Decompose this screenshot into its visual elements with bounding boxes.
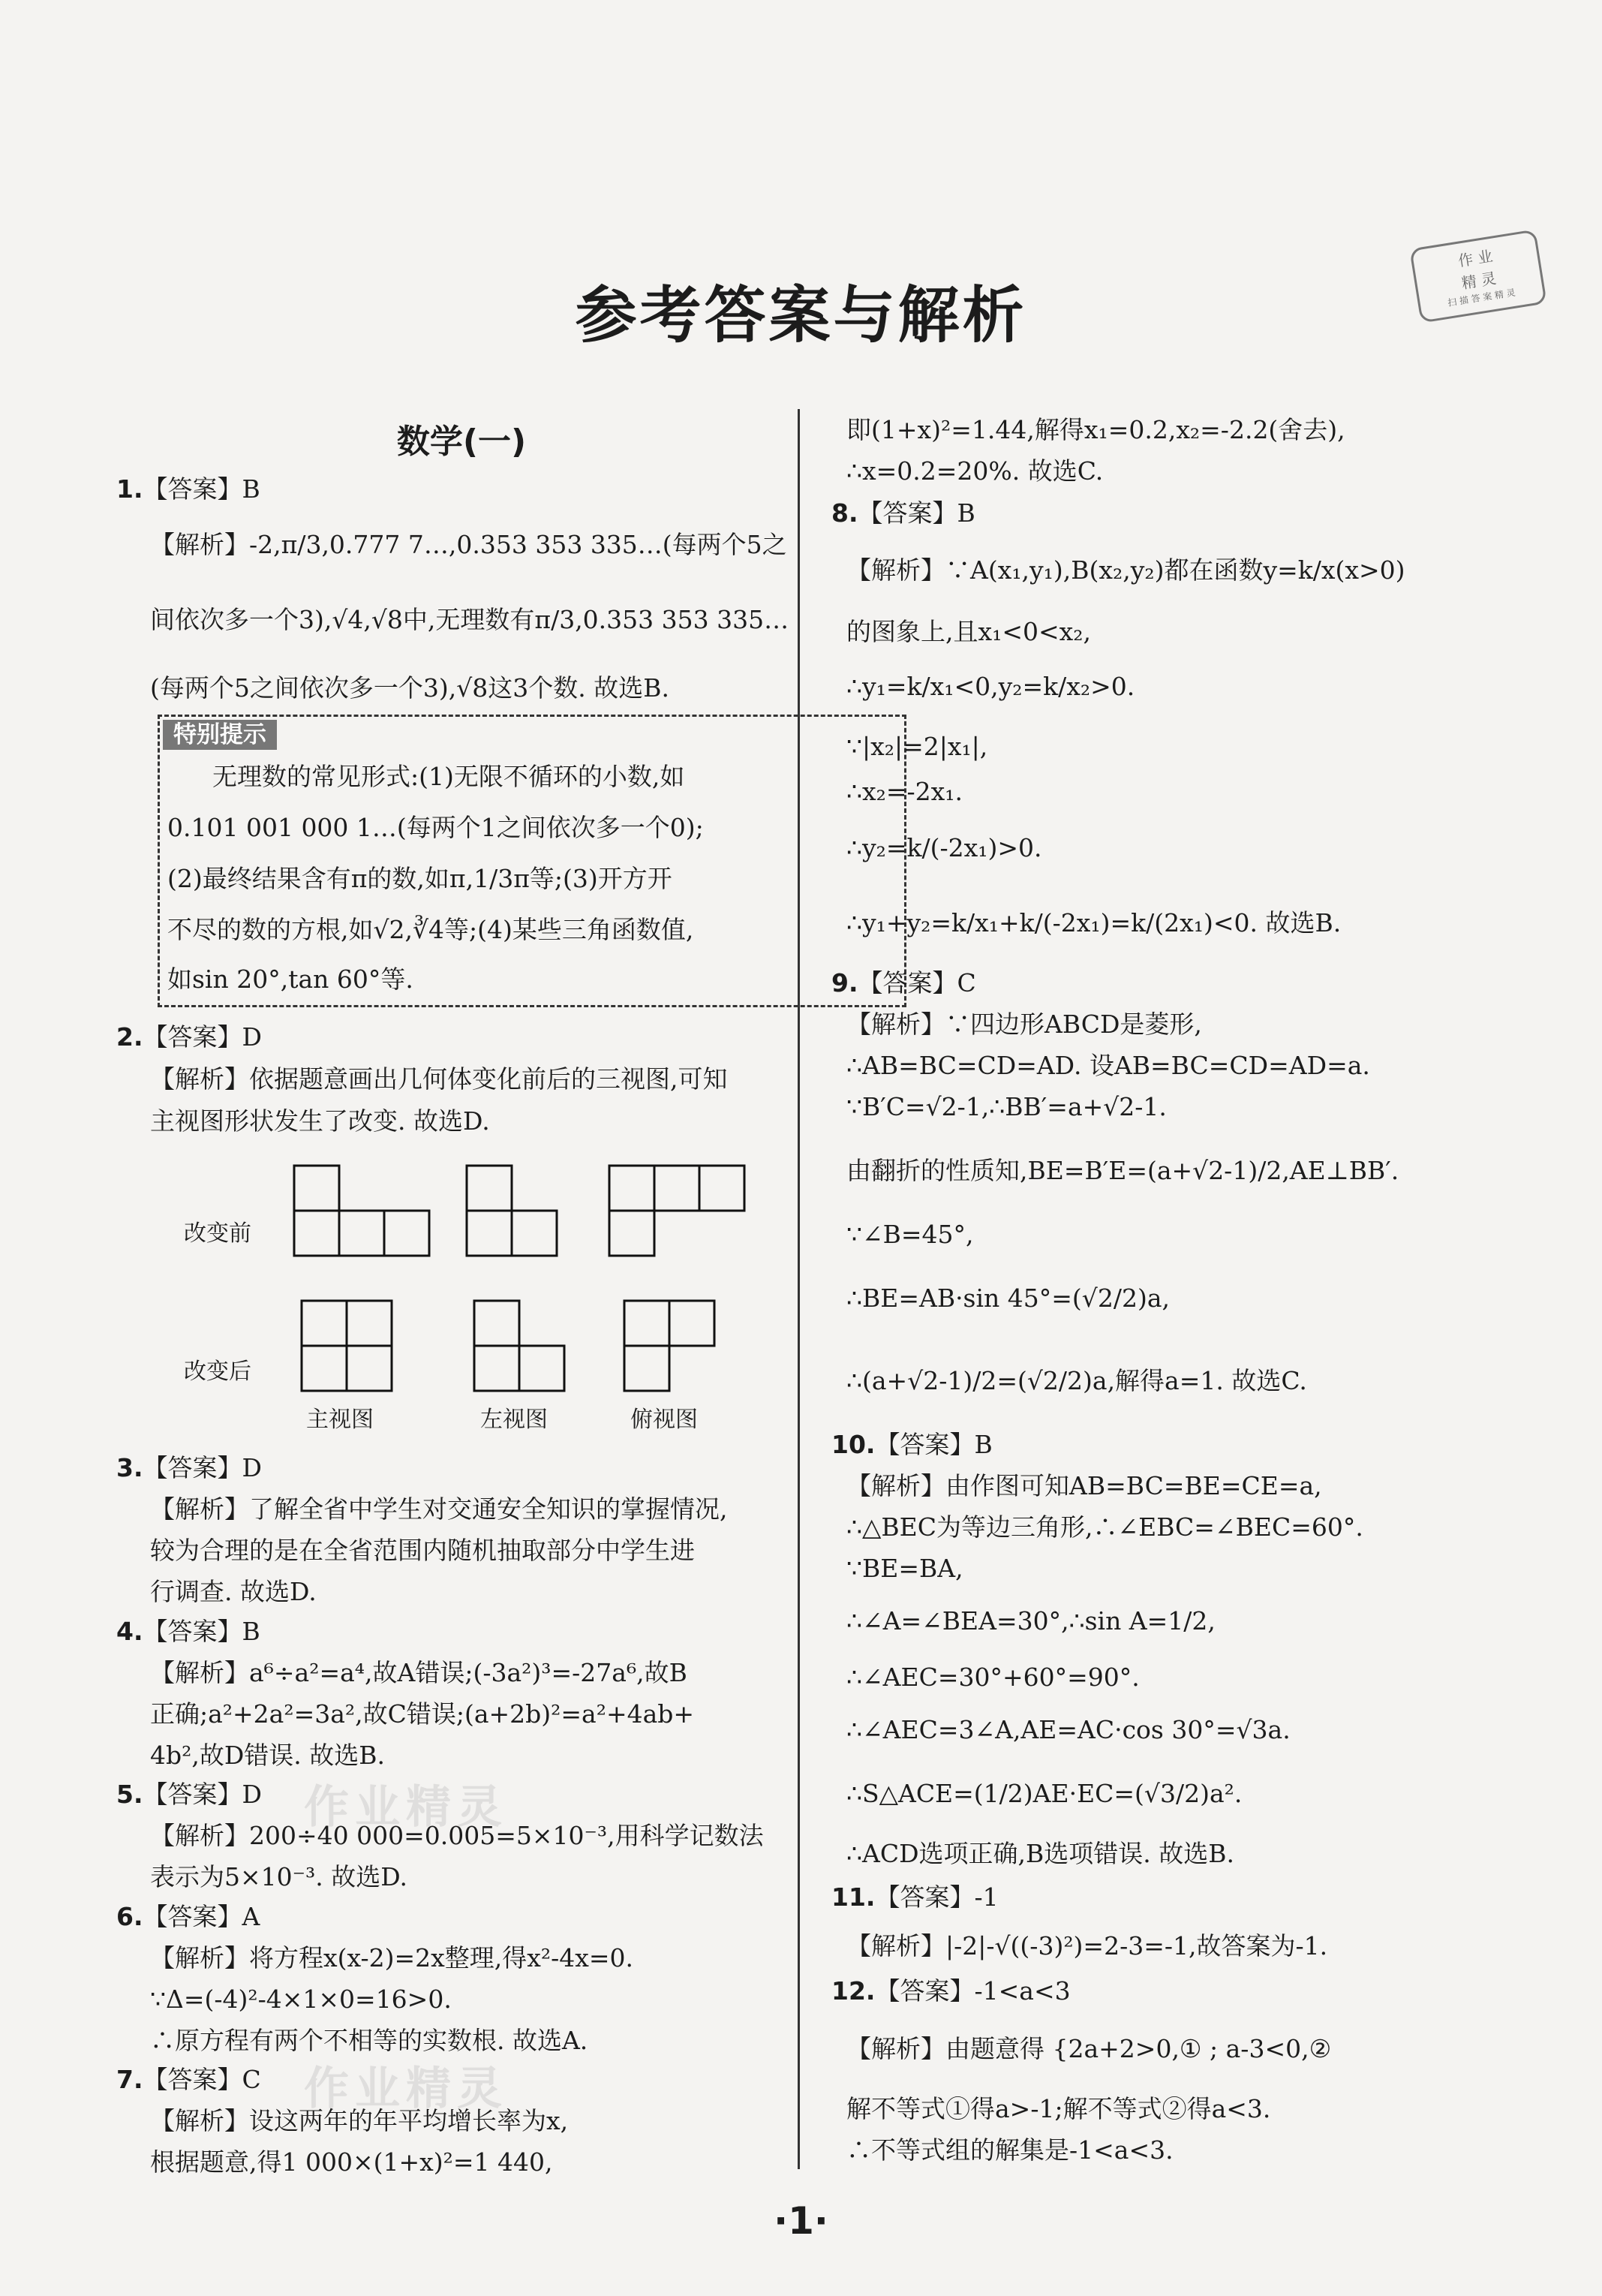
analysis-line: 主视图形状发生了改变. 故选D.: [150, 1106, 490, 1136]
tip-line: 不尽的数的方根,如√2,∛4等;(4)某些三角函数值,: [167, 915, 694, 944]
stamp-text-3: 扫 描 答 案 精 灵: [1447, 287, 1516, 308]
analysis-line: 【解析】∵四边形ABCD是菱形,: [846, 1010, 1202, 1039]
left-view-label: 左视图: [480, 1407, 548, 1433]
analysis-line: 即(1+x)²=1.44,解得x₁=0.2,x₂=-2.2(舍去),: [846, 415, 1345, 444]
analysis-line: 【解析】-2,π/3,0.777 7…,0.353 353 335…(每两个5之: [150, 530, 787, 559]
answer-line: 7.【答案】C: [116, 2065, 261, 2094]
analysis-line: ∴∠AEC=3∠A,AE=AC·cos 30°=√3a.: [846, 1715, 1291, 1744]
stamp-text-1: 作 业: [1456, 246, 1495, 270]
analysis-line: ∴原方程有两个不相等的实数根. 故选A.: [150, 2026, 588, 2055]
analysis-line: 【解析】了解全省中学生对交通安全知识的掌握情况,: [150, 1494, 728, 1524]
tip-line: 如sin 20°,tan 60°等.: [167, 964, 413, 994]
analysis-line: ∵∠B=45°,: [846, 1220, 974, 1249]
analysis-line: ∴y₂=k/(-2x₁)>0.: [846, 833, 1042, 862]
analysis-line: ∴∠A=∠BEA=30°,∴sin A=1/2,: [846, 1606, 1216, 1635]
analysis-line: 【解析】由题意得 {2a+2>0,① ; a-3<0,②: [846, 2034, 1332, 2063]
analysis-line: 4b²,故D错误. 故选B.: [150, 1741, 386, 1770]
analysis-line: 行调查. 故选D.: [150, 1577, 317, 1606]
analysis-line: 【解析】将方程x(x-2)=2x整理,得x²-4x=0.: [150, 1943, 634, 1973]
analysis-line: ∴AB=BC=CD=AD. 设AB=BC=CD=AD=a.: [846, 1051, 1370, 1080]
analysis-line: 【解析】由作图可知AB=BC=BE=CE=a,: [846, 1471, 1322, 1500]
analysis-line: ∴∠AEC=30°+60°=90°.: [846, 1663, 1140, 1692]
tip-line: (2)最终结果含有π的数,如π,1/3π等;(3)开方开: [167, 864, 672, 893]
analysis-line: (每两个5之间依次多一个3),√8这3个数. 故选B.: [150, 673, 669, 703]
analysis-line: ∵B′C=√2-1,∴BB′=a+√2-1.: [846, 1092, 1167, 1121]
analysis-line: ∵BE=BA,: [846, 1554, 963, 1583]
answer-line: 12.【答案】-1<a<3: [831, 1976, 1071, 2006]
top-view-label: 俯视图: [630, 1407, 698, 1433]
answer-line: 5.【答案】D: [116, 1780, 262, 1809]
analysis-line: 【解析】依据题意画出几何体变化前后的三视图,可知: [150, 1064, 728, 1094]
analysis-line: ∴x=0.2=20%. 故选C.: [846, 456, 1104, 486]
analysis-line: 【解析】|-2|-√((-3)²)=2-3=-1,故答案为-1.: [846, 1931, 1328, 1960]
analysis-line: 根据题意,得1 000×(1+x)²=1 440,: [150, 2147, 553, 2177]
analysis-line: 的图象上,且x₁<0<x₂,: [846, 617, 1091, 646]
analysis-line: 【解析】设这两年的年平均增长率为x,: [150, 2106, 569, 2135]
analysis-line: ∵Δ=(-4)²-4×1×0=16>0.: [150, 1985, 452, 2014]
column-divider: [798, 409, 800, 2169]
analysis-line: ∴ACD选项正确,B选项错误. 故选B.: [846, 1839, 1234, 1868]
before-label: 改变前: [184, 1220, 251, 1247]
answer-line: 9.【答案】C: [831, 968, 976, 998]
tip-line: 无理数的常见形式:(1)无限不循环的小数,如: [212, 762, 685, 791]
after-label: 改变后: [184, 1359, 251, 1385]
analysis-line: ∴不等式组的解集是-1<a<3.: [846, 2135, 1174, 2165]
answer-line: 11.【答案】-1: [831, 1882, 999, 1912]
answer-line: 10.【答案】B: [831, 1430, 993, 1459]
special-tip-box: [158, 715, 906, 1007]
analysis-line: 解不等式①得a>-1;解不等式②得a<3.: [846, 2094, 1271, 2123]
analysis-line: ∴x₂=-2x₁.: [846, 777, 963, 806]
analysis-line: 【解析】∵A(x₁,y₁),B(x₂,y₂)都在函数y=k/x(x>0): [846, 555, 1405, 585]
answer-line: 3.【答案】D: [116, 1453, 262, 1482]
tip-line: 0.101 001 000 1…(每两个1之间依次多一个0);: [167, 813, 704, 842]
analysis-line: ∴△BEC为等边三角形,∴∠EBC=∠BEC=60°.: [846, 1512, 1363, 1542]
analysis-line: ∴S△ACE=(1/2)AE·EC=(√3/2)a².: [846, 1779, 1243, 1808]
analysis-line: ∴y₁+y₂=k/x₁+k/(-2x₁)=k/(2x₁)<0. 故选B.: [846, 908, 1342, 937]
analysis-line: 【解析】200÷40 000=0.005=5×10⁻³,用科学记数法: [150, 1821, 764, 1850]
analysis-line: ∵|x₂|=2|x₁|,: [846, 732, 988, 761]
watermark-text: 作业精灵: [304, 2063, 508, 2115]
analysis-line: 表示为5×10⁻³. 故选D.: [150, 1862, 408, 1891]
tip-tag: 特别提示: [163, 720, 277, 750]
page-number: ·1·: [774, 2199, 828, 2243]
answer-line: 1.【答案】B: [116, 474, 260, 504]
answer-line: 6.【答案】A: [116, 1902, 260, 1931]
page-title: 参考答案与解析: [575, 280, 1027, 351]
stamp-text-2: 精 灵: [1460, 269, 1498, 293]
analysis-line: ∴BE=AB·sin 45°=(√2/2)a,: [846, 1283, 1170, 1313]
analysis-line: ∴y₁=k/x₁<0,y₂=k/x₂>0.: [846, 672, 1135, 701]
analysis-line: 正确;a²+2a²=3a²,故C错误;(a+2b)²=a²+4ab+: [150, 1699, 695, 1729]
analysis-line: 由翻折的性质知,BE=B′E=(a+√2-1)/2,AE⊥BB′.: [846, 1156, 1399, 1185]
section-heading: 数学(一): [396, 423, 527, 461]
answer-line: 8.【答案】B: [831, 498, 975, 528]
analysis-line: 较为合理的是在全省范围内随机抽取部分中学生进: [150, 1536, 695, 1565]
analysis-line: 【解析】a⁶÷a²=a⁴,故A错误;(-3a²)³=-27a⁶,故B: [150, 1658, 687, 1687]
front-view-label: 主视图: [306, 1407, 374, 1433]
answer-line: 4.【答案】B: [116, 1617, 260, 1646]
analysis-line: ∴(a+√2-1)/2=(√2/2)a,解得a=1. 故选C.: [846, 1366, 1307, 1395]
answer-line: 2.【答案】D: [116, 1022, 262, 1052]
watermark-text: 作业精灵: [304, 1781, 508, 1834]
analysis-line: 间依次多一个3),√4,√8中,无理数有π/3,0.353 353 335…: [150, 605, 789, 634]
